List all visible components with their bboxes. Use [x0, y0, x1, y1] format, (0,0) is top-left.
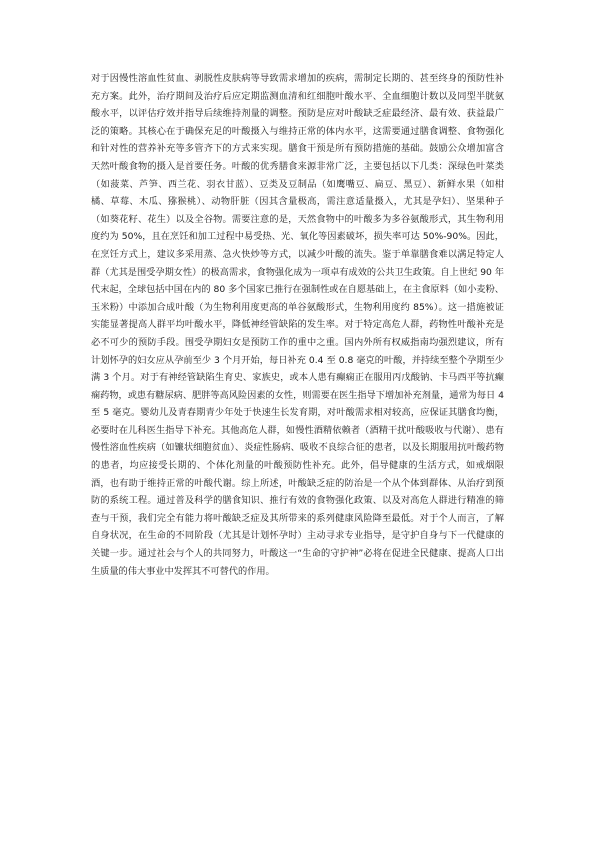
body-paragraph: 对于因慢性溶血性贫血、剥脱性皮肤病等导致需求增加的疾病，需制定长期的、甚至终身的预防性补充方案。此外，治疗期间及治疗后应定期监测血清和红细胞叶酸水平、全血细胞计数以及同型半胱氨酸水平，以评估疗效并指导后续维持剂量的调整。预防是应对叶酸缺乏症最经济、最有效、获益最广泛的策略。其核心在于确保充足的叶酸摄入与维持正常的体内水平，这需要通过膳食调整、食物强化和针对性的营养补充等多管齐下的方式来实现。膳食干预是所有预防措施的基础。鼓励公众增加富含天然叶酸食物的摄入是首要任务。叶酸的优秀膳食来源非常广泛，主要包括以下几类：深绿色叶菜类（如菠菜、芦笋、西兰花、羽衣甘蓝）、豆类及豆制品（如鹰嘴豆、扁豆、黑豆）、新鲜水果（如柑橘、草莓、木瓜、猕猴桃）、动物肝脏（因其含量极高，需注意适量摄入，尤其是孕妇）、坚果种子（如葵花籽、花生）以及全谷物。需要注意的是，天然食物中的叶酸多为多谷氨酸形式，其生物利用度约为 50%，且在烹饪和加工过程中易受热、光、氧化等因素破坏，损失率可达 50%-90%。因此，在烹饪方式上，建议多采用蒸、急火快炒等方式，以减少叶酸的流失。鉴于单靠膳食难以满足特定人群（尤其是围受孕期女性）的极高需求，食物强化成为一项卓有成效的公共卫生政策。自上世纪 90 年代末起，全球包括中国在内的 80 多个国家已推行在强制性或在自愿基础上，在主食原料（如小麦粉、玉米粉）中添加合成叶酸（为生物利用度更高的单谷氨酸形式，生物利用度约 85%）。这一措施被证实能显著提高人群平均叶酸水平，降低神经管缺陷的发生率。对于特定高危人群，药物性叶酸补充是必不可少的预防手段。围受孕期妇女是预防工作的重中之重。国内外所有权威指南均强烈建议，所有计划怀孕的妇女应从孕前至少 3 个月开始，每日补充 0.4 至 0.8 毫克的叶酸，并持续至整个孕期至少满 3 个月。对于有神经管缺陷生育史、家族史，或本人患有癫痫正在服用丙戊酸钠、卡马西平等抗癫痫药物，或患有糖尿病、肥胖等高风险因素的女性，则需要在医生指导下增加补充剂量，通常为每日 4 至 5 毫克。婴幼儿及青春期青少年处于快速生长发育期，对叶酸需求相对较高，应保证其膳食均衡，必要时在儿科医生指导下补充。其他高危人群，如慢性酒精依赖者（酒精干扰叶酸吸收与代谢）、患有慢性溶血性疾病（如镰状细胞贫血）、炎症性肠病、吸收不良综合征的患者，以及长期服用抗叶酸药物的患者，均应接受长期的、个体化剂量的叶酸预防性补充。此外，倡导健康的生活方式，如戒烟限酒，也有助于维持正常的叶酸代谢。综上所述，叶酸缺乏症的防治是一个从个体到群体、从治疗到预防的系统工程。通过普及科学的膳食知识、推行有效的食物强化政策、以及对高危人群进行精准的筛查与干预，我们完全有能力将叶酸缺乏症及其所带来的系列健康风险降至最低。对于个人而言，了解自身状况，在生命的不同阶段（尤其是计划怀孕时）主动寻求专业指导，是守护自身与下一代健康的关键一步。通过社会与个人的共同努力，叶酸这一“生命的守护神”必将在促进全民健康、提高人口出生质量的伟大事业中发挥其不可替代的作用。 — [91, 73, 505, 577]
body-text-block — [91, 70, 504, 580]
